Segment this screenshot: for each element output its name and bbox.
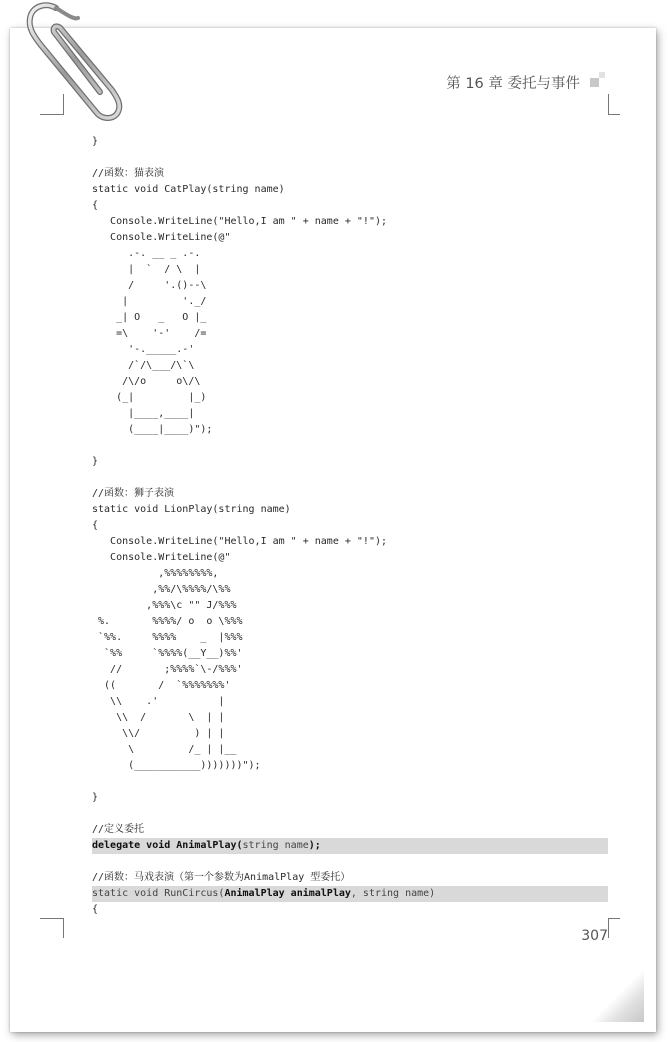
- code-line: / '.()--\: [92, 280, 207, 291]
- code-line: {: [92, 200, 99, 211]
- code-line: static void LionPlay(string name): [92, 504, 291, 515]
- code-line: Console.WriteLine(@": [92, 232, 231, 243]
- code-line: ,%%%\c "" J/%%%: [92, 600, 237, 611]
- code-line: `%%. %%%% _ |%%%: [92, 632, 243, 643]
- code-line: [92, 774, 608, 790]
- code-line: (___________)))))))");: [92, 760, 261, 771]
- code-line: | '._/: [92, 296, 207, 307]
- code-line: \\ / \ | |: [92, 712, 225, 723]
- crop-mark: [608, 114, 620, 115]
- page-curl: [584, 962, 644, 1022]
- code-line: \\ .' |: [92, 696, 225, 707]
- crop-mark: [40, 918, 64, 919]
- code-line: {: [92, 520, 99, 531]
- code-line: `%% `%%%%(__Y__)%%': [92, 648, 243, 659]
- code-line: =\ '-' /=: [92, 328, 207, 339]
- code-line: |____,____|: [92, 408, 195, 419]
- code-line: | ` / \ |: [92, 264, 201, 275]
- code-line: //函数：猫表演: [92, 168, 165, 179]
- code-line: [92, 806, 608, 822]
- code-line: (_| |_): [92, 392, 207, 403]
- code-line: static void CatPlay(string name): [92, 184, 285, 195]
- code-line: %. %%%%/ o o \%%%: [92, 616, 243, 627]
- code-line: }: [92, 456, 99, 467]
- code-line: (( / `%%%%%%%': [92, 680, 231, 691]
- code-line: [92, 438, 608, 454]
- code-line: Console.WriteLine("Hello,I am " + name + "!");: [92, 536, 388, 547]
- code-line: //函数：狮子表演: [92, 488, 175, 499]
- code-line: .-. __ _ .-.: [92, 248, 201, 259]
- chapter-header: 第 16 章 委托与事件: [446, 76, 580, 92]
- code-line: }: [92, 136, 99, 147]
- code-line: //定义委托: [92, 824, 145, 835]
- code-listing: [92, 134, 608, 918]
- code-line: }: [92, 792, 99, 803]
- code-line: //函数：马戏表演（第一个参数为AnimalPlay 型委托）: [92, 872, 351, 883]
- code-line: /\/o o\/\: [92, 376, 201, 387]
- code-line: {: [92, 904, 99, 915]
- code-line: /`/\___/\`\: [92, 360, 195, 371]
- code-line: ,%%%%%%%%,: [92, 568, 219, 579]
- code-line: [92, 854, 608, 870]
- code-line: \ /_ | |__: [92, 744, 237, 755]
- code-line: (____|____)");: [92, 424, 213, 435]
- paperclip-icon: [18, 0, 128, 125]
- crop-mark: [63, 918, 64, 938]
- code-line: \\/ ) | |: [92, 728, 225, 739]
- header-decoration: [590, 72, 606, 88]
- code-line: Console.WriteLine(@": [92, 552, 231, 563]
- code-line: delegate void AnimalPlay(string name);: [92, 838, 608, 854]
- code-line: // ;%%%%`\-/%%%': [92, 664, 243, 675]
- code-line: ,%%/\%%%%/\%%: [92, 584, 231, 595]
- code-line: '-._____.-': [92, 344, 195, 355]
- code-line: Console.WriteLine("Hello,I am " + name + "!");: [92, 216, 388, 227]
- code-line: [92, 470, 608, 486]
- crop-mark: [608, 918, 609, 938]
- code-line: _| O _ O |_: [92, 312, 207, 323]
- crop-mark: [608, 918, 620, 919]
- page-number: 307: [581, 928, 608, 944]
- crop-mark: [608, 94, 609, 114]
- code-line: static void RunCircus(AnimalPlay animalPlay, string name): [92, 886, 608, 902]
- code-line: [92, 150, 608, 166]
